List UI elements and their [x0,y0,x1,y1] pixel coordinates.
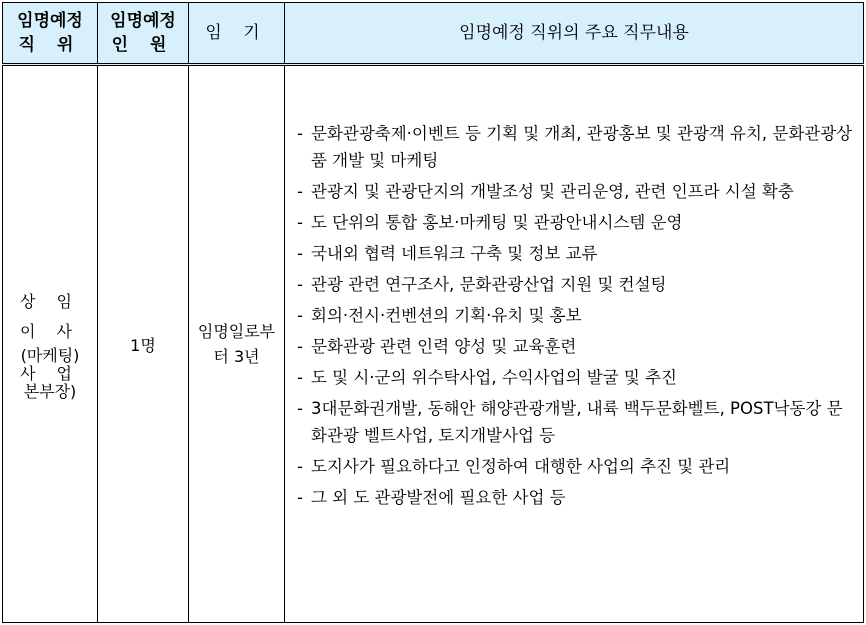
position-line3: (마케팅) [20,346,80,365]
headcount-cell [98,65,189,623]
term-line1: 임명일로부 [197,322,276,341]
position-line5: 본부장) [23,382,77,401]
position-line1: 상 임 [20,292,80,311]
duties-list [297,120,855,511]
header-duties-label: 임명예정 직위의 주요 직무내용 [459,23,689,43]
header-position-line2: 직 위 [18,35,82,55]
list-item: - 관광 관련 연구조사, 문화관광산업 지원 및 컨설팅 [297,275,667,294]
list-item: - 도 및 시·군의 위수탁사업, 수익사업의 발굴 및 추진 [297,368,677,387]
headcount-value: 1명 [130,335,156,355]
duty-text: 도 및 시·군의 위수탁사업, 수익사업의 발굴 및 추진 [311,368,677,387]
position-line4: 사 업 [20,364,80,383]
duty-text: 국내외 협력 네트워크 구축 및 정보 교류 [311,244,598,263]
header-headcount [98,3,189,65]
header-position [3,3,98,65]
list-item: - 국내외 협력 네트워크 구축 및 정보 교류 [297,244,598,263]
list-item: - 문화관광 관련 인력 양성 및 교육훈련 [297,337,577,356]
term-line2: 터 3년 [213,347,260,366]
list-item: - 회의·전시·컨벤션의 기획·유치 및 홍보 [297,306,582,325]
job-description-table [2,2,864,623]
table-row [3,65,864,623]
duty-text: 도 단위의 통합 홍보·마케팅 및 관광안내시스템 운영 [311,213,683,232]
duty-text: 관광 관련 연구조사, 문화관광산업 지원 및 컨설팅 [311,275,667,294]
position-line2: 이 사 [20,322,80,341]
duty-text: 문화관광축제·이벤트 등 기획 및 개최, 관광홍보 및 관광객 유치, 문화관광상품 개발 및 마케팅 [311,124,853,170]
position-cell [3,65,98,623]
duties-cell [285,65,864,623]
duty-text: 3대문화권개발, 동해안 해양관광개발, 내륙 백두문화벨트, POST낙동강 문화관광 벨트사업, 토지개발사업 등 [311,399,843,445]
duty-text: 회의·전시·컨벤션의 기획·유치 및 홍보 [311,306,582,325]
duty-text: 관광지 및 관광단지의 개발조성 및 관리운영, 관련 인프라 시설 확충 [311,182,794,201]
header-headcount-line1: 임명예정 [110,11,176,31]
header-position-line1: 임명예정 [17,11,83,31]
term-cell [189,65,285,623]
list-item: - 도지사가 필요하다고 인정하여 대행한 사업의 추진 및 관리 [297,457,731,476]
header-term-label: 임 기 [205,23,268,43]
document-container [2,2,864,623]
duty-text: 문화관광 관련 인력 양성 및 교육훈련 [311,337,577,356]
duty-text: 그 외 도 관광발전에 필요한 사업 등 [311,488,566,507]
duty-text: 도지사가 필요하다고 인정하여 대행한 사업의 추진 및 관리 [311,457,731,476]
table-header-row [3,3,864,65]
header-duties [285,3,864,65]
header-term [189,3,285,65]
list-item: - 그 외 도 관광발전에 필요한 사업 등 [297,488,566,507]
list-item: - 도 단위의 통합 홍보·마케팅 및 관광안내시스템 운영 [297,213,683,232]
list-item: - 문화관광축제·이벤트 등 기획 및 개최, 관광홍보 및 관광객 유치, 문화관광상품 개발 및 마케팅 [297,124,853,170]
list-item: - 3대문화권개발, 동해안 해양관광개발, 내륙 백두문화벨트, POST낙동강 문화관광 벨트사업, 토지개발사업 등 [297,399,843,445]
list-item: - 관광지 및 관광단지의 개발조성 및 관리운영, 관련 인프라 시설 확충 [297,182,794,201]
header-headcount-line2: 인 원 [111,35,175,55]
